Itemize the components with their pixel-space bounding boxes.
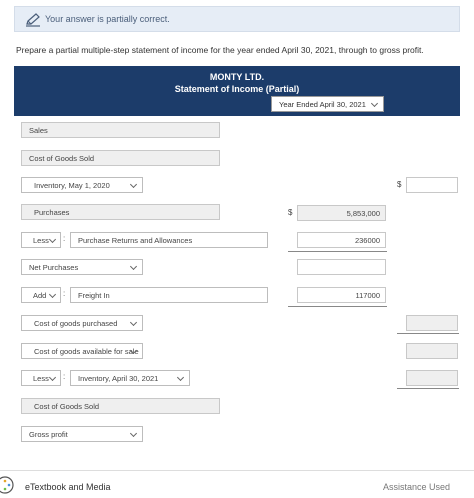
cogs-total-field[interactable] <box>21 398 220 414</box>
purchases-amount-input[interactable] <box>297 205 386 221</box>
cost-goods-purchased-select[interactable] <box>21 315 143 331</box>
colon-separator: : <box>63 372 66 381</box>
add-operator-label: Add <box>33 291 47 300</box>
add-operator-select[interactable] <box>21 287 61 303</box>
subtotal-underline <box>397 333 459 334</box>
cogs-heading-label: Cost of Goods Sold <box>29 154 95 163</box>
chevron-down-icon <box>371 100 378 107</box>
purchase-returns-amount-value: 236000 <box>354 236 380 245</box>
chevron-down-icon <box>130 430 137 437</box>
company-name: MONTY LTD. <box>209 72 265 82</box>
partial-correct-alert <box>14 6 460 32</box>
chevron-down-icon <box>49 374 56 381</box>
freight-in-amount-value: 117000 <box>355 291 380 300</box>
subtotal-underline <box>397 388 459 389</box>
less-operator-select-1[interactable] <box>21 232 61 248</box>
dollar-sign: $ <box>397 180 402 189</box>
freight-in-label: Freight In <box>78 291 110 300</box>
chevron-down-icon <box>49 236 56 243</box>
subtotal-underline <box>288 306 387 307</box>
net-purchases-label: Net Purchases <box>29 263 79 272</box>
etextbook-media-link[interactable]: eTextbook and Media <box>25 482 111 492</box>
less-operator-select-2[interactable] <box>21 370 61 386</box>
cost-goods-available-label: Cost of goods available for sale <box>34 347 139 356</box>
inventory-end-label: Inventory, April 30, 2021 <box>78 374 159 383</box>
cost-goods-purchased-amount-input[interactable] <box>406 315 458 331</box>
alert-message: Your answer is partially correct. <box>45 14 170 24</box>
gross-profit-select[interactable] <box>21 426 143 442</box>
gross-profit-label: Gross profit <box>29 430 68 439</box>
purchases-field[interactable] <box>21 204 220 220</box>
question-prompt: Prepare a partial multiple-step statement of income for the year ended April 30, 2021, through to gross profit. <box>16 45 424 55</box>
statement-header <box>14 66 460 116</box>
sales-field[interactable] <box>21 122 220 138</box>
colon-separator: : <box>63 289 66 298</box>
purchases-amount-value: 5,853,000 <box>346 209 380 218</box>
period-select-value: Year Ended April 30, 2021 <box>279 100 366 109</box>
freight-in-amount-input[interactable] <box>297 287 386 303</box>
cost-goods-purchased-label: Cost of goods purchased <box>34 319 118 328</box>
chevron-down-icon <box>130 319 137 326</box>
cogs-total-label: Cost of Goods Sold <box>34 402 100 411</box>
chevron-down-icon <box>177 374 184 381</box>
less-operator-label: Less <box>33 374 49 383</box>
inventory-end-amount-input[interactable] <box>406 370 458 386</box>
chevron-down-icon <box>130 263 137 270</box>
purchase-returns-label: Purchase Returns and Allowances <box>78 236 193 245</box>
subtotal-underline <box>288 251 387 252</box>
etextbook-icon <box>0 474 20 496</box>
purchases-label: Purchases <box>34 208 70 217</box>
cogs-heading-field[interactable] <box>21 150 220 166</box>
pencil-icon <box>25 13 41 27</box>
cost-goods-available-select[interactable] <box>21 343 143 359</box>
chevron-down-icon <box>49 291 56 298</box>
inventory-begin-select[interactable] <box>21 177 143 193</box>
period-select[interactable] <box>271 96 384 112</box>
statement-title: Statement of Income (Partial) <box>174 84 300 94</box>
inventory-begin-amount-input[interactable] <box>406 177 458 193</box>
chevron-down-icon <box>130 181 137 188</box>
freight-in-field[interactable] <box>70 287 268 303</box>
less-operator-label: Less <box>33 236 49 245</box>
dollar-sign: $ <box>288 208 293 217</box>
sales-label: Sales <box>29 126 48 135</box>
inventory-begin-label: Inventory, May 1, 2020 <box>34 181 110 190</box>
cost-goods-available-amount-input[interactable] <box>406 343 458 359</box>
colon-separator: : <box>63 234 66 243</box>
footer-divider <box>0 470 474 471</box>
net-purchases-select[interactable] <box>21 259 143 275</box>
purchase-returns-amount-input[interactable] <box>297 232 386 248</box>
assistance-used-label: Assistance Used <box>382 482 450 492</box>
purchase-returns-field[interactable] <box>70 232 268 248</box>
inventory-end-select[interactable] <box>70 370 190 386</box>
net-purchases-amount-input[interactable] <box>297 259 386 275</box>
